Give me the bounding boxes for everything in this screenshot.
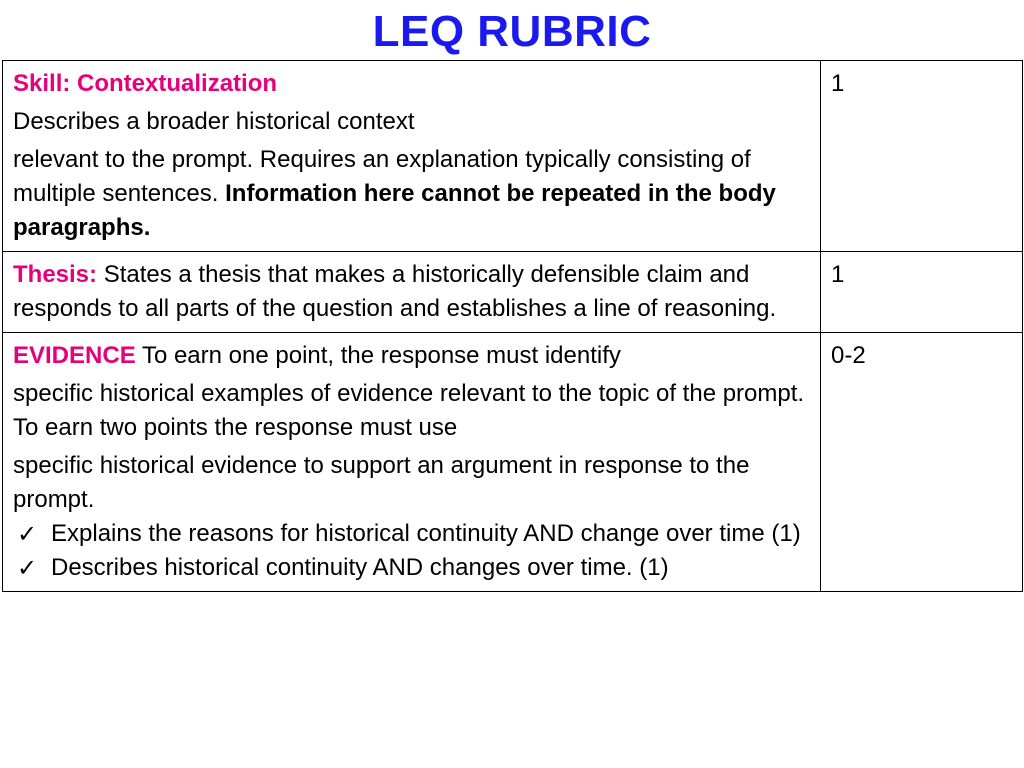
criteria-text-plain: relevant to the prompt. Requires an explanation typically consisting of multiple sentences. <box>13 146 751 207</box>
criteria-cell-evidence <box>3 333 821 592</box>
evidence-intro <box>13 339 812 373</box>
criteria-cell-contextualization <box>3 61 821 252</box>
score-cell-thesis: 1 <box>821 252 1023 333</box>
evidence-label: EVIDENCE <box>13 342 136 369</box>
criteria-text-line1: Describes a broader historical context <box>13 108 415 135</box>
checkmark-icon: ✓ <box>17 554 38 582</box>
rubric-row-thesis <box>3 252 1023 333</box>
evidence-text2: specific historical examples of evidence relevant to the topic of the prompt. To earn two points the response must use <box>13 380 805 441</box>
rubric-row-evidence <box>3 333 1023 592</box>
rubric-table <box>2 60 1023 592</box>
evidence-text1: To earn one point, the response must identify <box>141 342 621 369</box>
checklist-item <box>13 517 812 551</box>
thesis-label: Thesis: <box>13 261 98 288</box>
evidence-text3: specific historical evidence to support an argument in response to the prompt. <box>13 452 750 513</box>
page-title: LEQ RUBRIC <box>372 7 652 56</box>
criteria-text-bold: Information here cannot be repeated in the body paragraphs. <box>13 180 776 241</box>
rubric-row-contextualization <box>3 61 1023 252</box>
checkmark-icon: ✓ <box>17 520 38 548</box>
criteria-text-line2 <box>13 143 812 245</box>
score-cell-evidence: 0-2 <box>821 333 1023 592</box>
criteria-cell-thesis <box>3 252 821 333</box>
thesis-text: States a thesis that makes a historically defensible claim and responds to all parts of the question and establishes a line of reasoning. <box>13 261 777 322</box>
score-cell-contextualization: 1 <box>821 61 1023 252</box>
skill-label: Skill: Contextualization <box>13 70 278 97</box>
checklist-item-text: Explains the reasons for historical continuity AND change over time (1) <box>51 520 801 547</box>
checklist-item <box>13 551 812 585</box>
evidence-checklist <box>13 517 812 585</box>
checklist-item-text: Describes historical continuity AND changes over time. (1) <box>51 554 669 581</box>
